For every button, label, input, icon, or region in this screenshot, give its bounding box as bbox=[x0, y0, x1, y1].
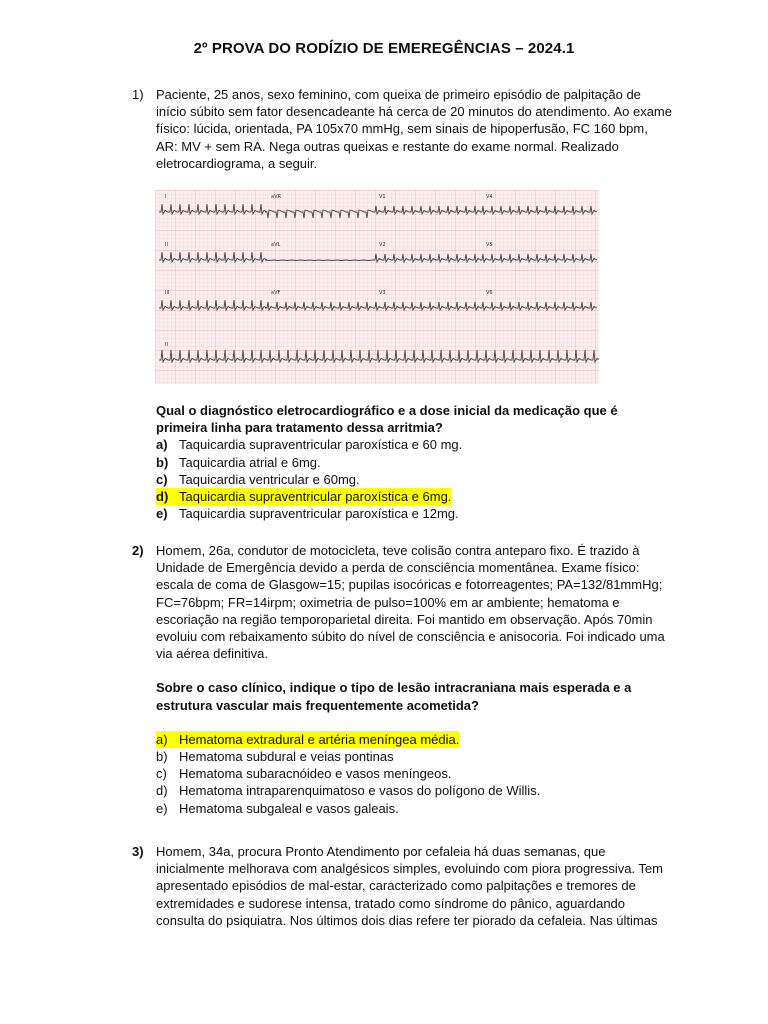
option-text: Taquicardia atrial e 6mg. bbox=[179, 454, 321, 470]
ecg-lead-label: V4 bbox=[486, 194, 493, 200]
q2-option-c bbox=[156, 765, 672, 782]
ecg-lead-label: II bbox=[165, 342, 168, 348]
option-text: Taquicardia supraventricular paroxística e 6mg. bbox=[179, 489, 452, 505]
option-text: Hematoma extradural e artéria meníngea média. bbox=[179, 731, 460, 747]
ecg-lead-label: V6 bbox=[486, 290, 493, 296]
question-2-number: 2) bbox=[132, 543, 144, 558]
question-1 bbox=[132, 86, 672, 172]
q1-option-a bbox=[156, 436, 672, 453]
question-3-number: 3) bbox=[132, 844, 144, 859]
option-letter: c) bbox=[156, 766, 167, 782]
ecg-lead-label: V2 bbox=[379, 242, 386, 248]
option-letter: e) bbox=[156, 800, 168, 816]
question-3 bbox=[132, 843, 672, 929]
option-letter: b) bbox=[156, 749, 168, 765]
question-1-stem: Paciente, 25 anos, sexo feminino, com queixa de primeiro episódio de palpitação de início súbito sem fator desencadeante há cerca de 20 minutos do atendimento. Ao exame físico: lúcida, orientada, PA 105x70 mmHg, sem sinais de hipoperfusão, FC 160 bpm, AR: MV + sem RA. Nega outras queixas e restante do exame normal. Realizado eletrocardiograma, a seguir. bbox=[156, 87, 672, 171]
q2-option-b bbox=[156, 748, 672, 765]
option-text: Hematoma subdural e veias pontinas bbox=[179, 749, 394, 765]
q1-option-d bbox=[156, 488, 672, 505]
question-2-options bbox=[156, 731, 672, 817]
option-letter: b) bbox=[156, 454, 169, 470]
question-2-prompt: Sobre o caso clínico, indique o tipo de lesão intracraniana mais esperada e a estrutura vascular mais frequentemente acometida? bbox=[156, 680, 632, 713]
option-letter: d) bbox=[156, 488, 179, 505]
option-letter: e) bbox=[156, 506, 168, 522]
ecg-lead-label: aVL bbox=[271, 242, 281, 248]
question-1-prompt-block bbox=[132, 402, 672, 522]
question-1-prompt: Qual o diagnóstico eletrocardiográfico e a dose inicial da medicação que é primeira linha para tratamento dessa arritmia? bbox=[156, 403, 618, 436]
q2-option-e bbox=[156, 800, 672, 817]
ecg-lead-label: V1 bbox=[379, 194, 386, 200]
q1-option-c bbox=[156, 471, 672, 488]
ecg-lead-label: aVF bbox=[271, 290, 281, 296]
q1-option-e bbox=[156, 505, 672, 522]
question-1-options bbox=[156, 436, 672, 522]
question-1-number: 1) bbox=[132, 87, 144, 102]
option-text: Taquicardia supraventricular paroxística e 60 mg. bbox=[179, 437, 463, 453]
option-letter: c) bbox=[156, 471, 168, 487]
exam-title: 2º PROVA DO RODÍZIO DE EMEREGÊNCIAS – 2024.1 bbox=[193, 40, 575, 57]
question-3-stem: Homem, 34a, procura Pronto Atendimento por cefaleia há duas semanas, que inicialmente melhorava com analgésicos simples, evoluindo com piora progressiva. Tem apresentado episódios de mal-estar, caracterizado como palpitações e tremores de extremidades e sudorese intensa, tratado como síndrome do pânico, aguardando consulta do psiquiatra. Nos últimos dois dias refere ter piorado da cefaleia. Nas últimas bbox=[156, 844, 663, 928]
option-text: Hematoma subgaleal e vasos galeais. bbox=[179, 800, 399, 816]
option-letter: d) bbox=[156, 783, 168, 799]
question-2-stem: Homem, 26a, condutor de motocicleta, teve colisão contra anteparo fixo. É trazido à Unidade de Emergência devido a perda de consciência momentânea. Exame físico: escala de coma de Glasgow=15; pupilas isocóricas e fotorreagentes; PA=132/81mmHg; FC=76bpm; FR=14irpm; oximetria de pulso=100% em ar ambiente; hematoma e escoriação na região temporoparietal direita. Foi mantido em observação. Após 70min evoluiu com rebaixamento súbito do nível de consciência e anisocoria. Foi indicado uma via aérea definitiva. bbox=[156, 543, 665, 662]
option-text: Hematoma intraparenquimatoso e vasos do polígono de Willis. bbox=[179, 783, 541, 799]
q1-option-b bbox=[156, 454, 672, 471]
option-letter: a) bbox=[156, 731, 179, 748]
ecg-lead-label: II bbox=[165, 242, 168, 248]
ecg-trace bbox=[265, 260, 373, 261]
ecg-image bbox=[155, 190, 599, 384]
ecg-lead-label: V5 bbox=[486, 242, 493, 248]
ecg-lead-label: aVR bbox=[271, 194, 281, 200]
q2-option-d bbox=[156, 782, 672, 799]
option-text: Taquicardia supraventricular paroxística e 12mg. bbox=[179, 506, 459, 522]
option-text: Hematoma subaracnóideo e vasos meníngeos. bbox=[179, 766, 452, 782]
option-letter: a) bbox=[156, 437, 168, 453]
option-text: Taquicardia ventricular e 60mg. bbox=[179, 471, 360, 487]
ecg-lead-label: I bbox=[165, 194, 167, 200]
q2-option-a bbox=[156, 731, 672, 748]
ecg-lead-label: III bbox=[165, 290, 170, 296]
ecg-lead-label: V3 bbox=[379, 290, 386, 296]
question-2 bbox=[132, 542, 672, 817]
